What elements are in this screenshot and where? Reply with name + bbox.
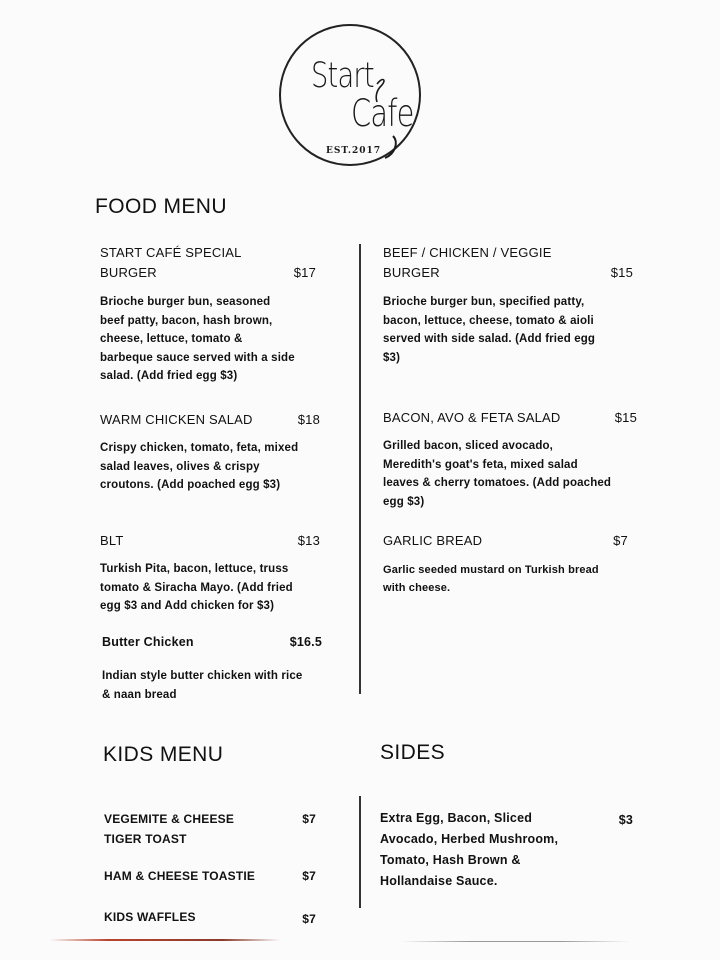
kids-item-price: $7: [302, 869, 316, 883]
kids-item-name: VEGEMITE & CHEESE: [104, 812, 235, 826]
cafe-logo: [279, 24, 421, 166]
menu-item-description: Garlic seeded mustard on Turkish bread with cheese.: [383, 564, 599, 594]
logo-cafe-text: Cafe: [351, 92, 414, 135]
menu-item-price: $13: [297, 533, 320, 548]
menu-item-description: Turkish Pita, bacon, lettuce, truss tomato & Siracha Mayo. (Add fried egg $3 and Add chicken for $3): [100, 563, 293, 612]
bottom-rule-left: [50, 939, 280, 941]
menu-item-description: Brioche burger bun, specified patty, bacon, lettuce, cheese, tomato & aioli served with side salad. (Add fried egg $3): [383, 296, 596, 364]
bottom-rule-right: [400, 941, 630, 942]
kids-menu-title: KIDS MENU: [103, 743, 224, 766]
logo-established: EST.2017: [326, 146, 382, 156]
menu-item-name: START CAFÉ SPECIAL: [100, 245, 242, 260]
menu-item-name: BURGER: [383, 265, 440, 280]
sides-title: SIDES: [380, 741, 446, 764]
menu-item-name: BACON, AVO & FETA SALAD: [383, 410, 561, 425]
menu-item-description: Brioche burger bun, seasoned beef patty, bacon, hash brown, cheese, lettuce, tomato & barbeque sauce served with a side salad. (Add fried egg $3): [100, 296, 295, 382]
menu-item-description: Grilled bacon, sliced avocado, Meredith's goat's feta, mixed salad leaves & cherry tomatoes. (Add poached egg $3): [383, 440, 612, 508]
kids-item-name: HAM & CHEESE TOASTIE: [104, 869, 256, 883]
menu-item-price: $7: [613, 533, 628, 548]
kids-sides-divider: [359, 796, 361, 908]
menu-item-name: BLT: [100, 533, 124, 548]
menu-item-name: BEEF / CHICKEN / VEGGIE: [383, 245, 552, 260]
menu-item-name: WARM CHICKEN SALAD: [100, 412, 253, 427]
kids-item-price: $7: [302, 912, 316, 926]
menu-item-name: GARLIC BREAD: [383, 533, 483, 548]
menu-item-price: $15: [610, 265, 633, 280]
menu-item-price: $17: [293, 265, 316, 280]
sides-description: Extra Egg, Bacon, Sliced Avocado, Herbed Mushroom, Tomato, Hash Brown & Hollandaise Sauce.: [380, 811, 559, 888]
logo-start-text: Start: [311, 56, 374, 96]
food-menu-title: FOOD MENU: [95, 195, 227, 218]
menu-item-name: Butter Chicken: [102, 635, 194, 649]
food-menu-divider: [359, 244, 361, 694]
kids-item-price: $7: [302, 812, 316, 826]
menu-item-description: Indian style butter chicken with rice & naan bread: [102, 670, 303, 701]
kids-item-name: TIGER TOAST: [104, 832, 187, 846]
menu-item-price: $18: [297, 412, 320, 427]
kids-item-name: KIDS WAFFLES: [104, 910, 196, 924]
menu-item-price: $15: [614, 410, 637, 425]
menu-item-description: Crispy chicken, tomato, feta, mixed salad leaves, olives & crispy croutons. (Add poached egg $3): [100, 442, 299, 491]
menu-item-price: $16.5: [289, 635, 322, 649]
sides-price: $3: [618, 813, 633, 827]
menu-item-name: BURGER: [100, 265, 157, 280]
